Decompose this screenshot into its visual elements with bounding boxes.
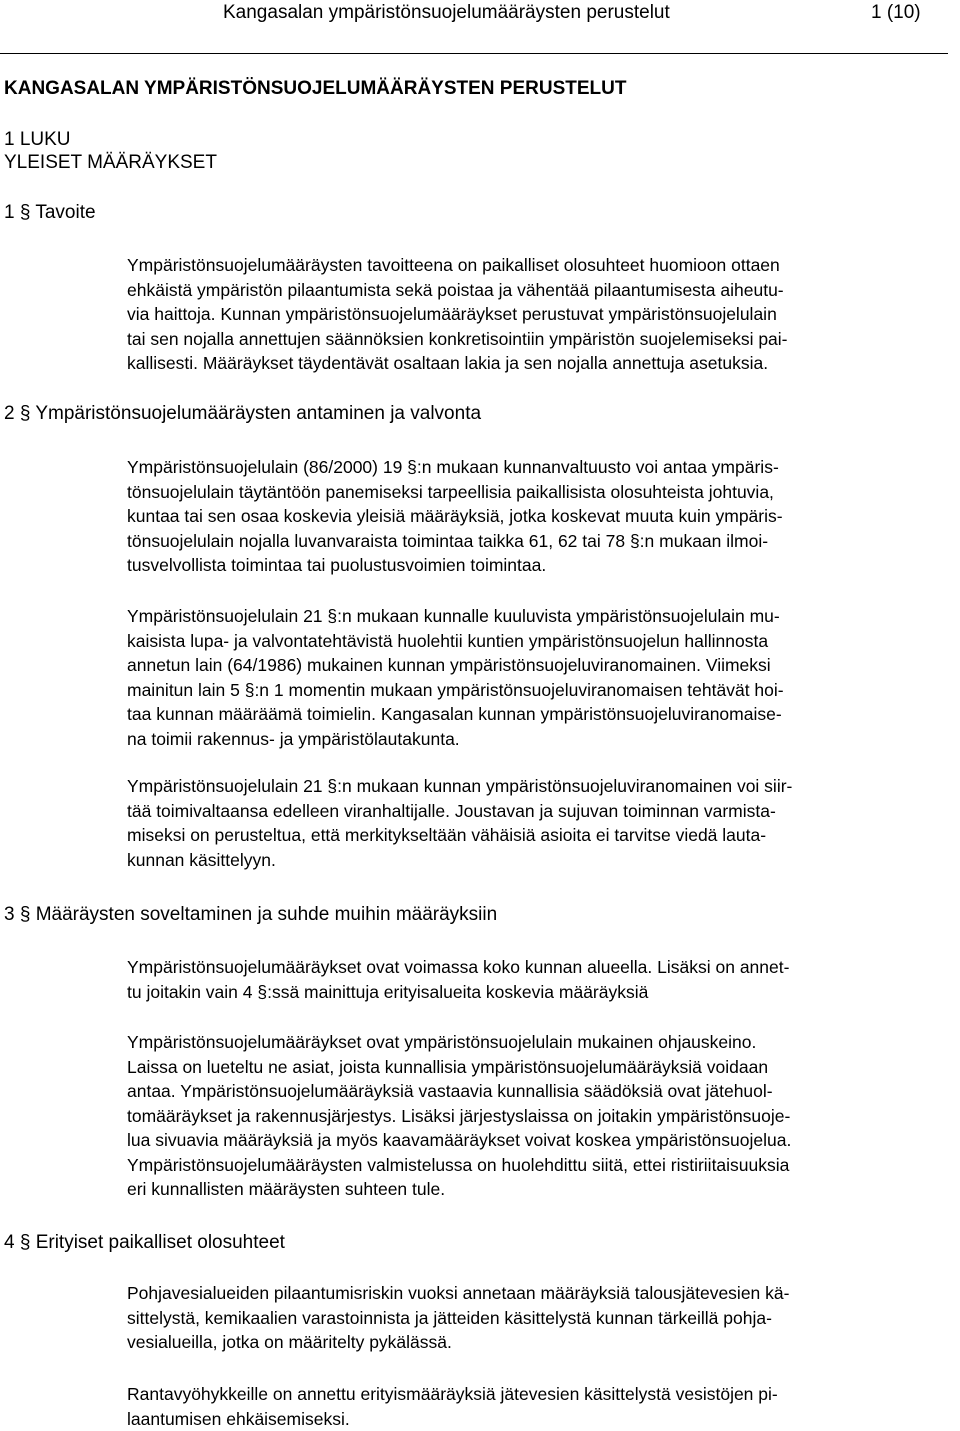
paragraph-line: tai sen nojalla annettujen säännöksien konkretisointiin ympäristön suojelemiseksi pai-	[127, 327, 954, 352]
paragraph	[127, 1382, 954, 1431]
page-number: 1 (10)	[871, 0, 921, 26]
paragraph-line: Rantavyöhykkeille on annettu erityismääräyksiä jätevesien käsittelystä vesistöjen pi-	[127, 1382, 954, 1407]
document-title: KANGASALAN YMPÄRISTÖNSUOJELUMÄÄRÄYSTEN PERUSTELUT	[4, 77, 626, 101]
paragraph-line: na toimii rakennus- ja ympäristölautakunta.	[127, 727, 954, 752]
paragraph-line: tää toimivaltaansa edelleen viranhaltijalle. Joustavan ja sujuvan toiminnan varmista-	[127, 799, 954, 824]
header-title: Kangasalan ympäristönsuojelumääräysten perustelut	[223, 0, 670, 26]
paragraph-line: kunnan käsittelyyn.	[127, 848, 954, 873]
paragraph-line: Ympäristönsuojelumääräysten tavoitteena on paikalliset olosuhteet huomioon ottaen	[127, 253, 954, 278]
paragraph	[127, 774, 954, 872]
paragraph-line: sittelystä, kemikaalien varastoinnista ja jätteiden käsittelystä kunnan tärkeillä pohja-	[127, 1306, 954, 1331]
paragraph-line: Laissa on lueteltu ne asiat, joista kunnallisia ympäristönsuojelumääräyksiä voidaan	[127, 1055, 954, 1080]
paragraph-line: taa kunnan määräämä toimielin. Kangasalan kunnan ympäristönsuojeluviranomaise-	[127, 702, 954, 727]
paragraph-line: miseksi on perusteltua, että merkitykseltään vähäisiä asioita ei tarvitse viedä lauta-	[127, 823, 954, 848]
paragraph	[127, 1281, 954, 1355]
paragraph-line: mainitun lain 5 §:n 1 momentin mukaan ympäristönsuojeluviranomaisen tehtävät hoi-	[127, 678, 954, 703]
paragraph-line: tu joitakin vain 4 §:ssä mainittuja erityisalueita koskevia määräyksiä	[127, 980, 954, 1005]
chapter-title: YLEISET MÄÄRÄYKSET	[4, 151, 217, 175]
paragraph-line: Ympäristönsuojelulain (86/2000) 19 §:n mukaan kunnanvaltuusto voi antaa ympäris-	[127, 455, 954, 480]
paragraph-line: Ympäristönsuojelumääräykset ovat voimassa koko kunnan alueella. Lisäksi on annet-	[127, 955, 954, 980]
paragraph	[127, 604, 954, 751]
paragraph-line: kuntaa tai sen osaa koskevia yleisiä määräyksiä, jotka koskevat muuta kuin ympäris-	[127, 504, 954, 529]
paragraph-line: Ympäristönsuojelulain 21 §:n mukaan kunnan ympäristönsuojeluviranomainen voi siir-	[127, 774, 954, 799]
paragraph	[127, 253, 954, 376]
paragraph-line: kaisista lupa- ja valvontatehtävistä huolehtii kuntien ympäristönsuojelun hallinnosta	[127, 629, 954, 654]
paragraph	[127, 955, 954, 1004]
header-rule	[0, 53, 948, 54]
paragraph-line: lua sivuavia määräyksiä ja myös kaavamääräykset voivat koskea ympäristönsuojelua.	[127, 1128, 954, 1153]
section-heading: 4 § Erityiset paikalliset olosuhteet	[4, 1231, 285, 1255]
paragraph-line: annetun lain (64/1986) mukainen kunnan ympäristönsuojeluviranomainen. Viimeksi	[127, 653, 954, 678]
paragraph-line: tusvelvollista toimintaa tai puolustusvoimien toimintaa.	[127, 553, 954, 578]
paragraph-line: kallisesti. Määräykset täydentävät osaltaan lakia ja sen nojalla annettuja asetuksia.	[127, 351, 954, 376]
paragraph-line: Pohjavesialueiden pilaantumisriskin vuoksi annetaan määräyksiä talousjätevesien kä-	[127, 1281, 954, 1306]
paragraph-line: Ympäristönsuojelumääräysten valmistelussa on huolehdittu siitä, ettei ristiriitaisuuksia	[127, 1153, 954, 1178]
paragraph-line: laantumisen ehkäisemiseksi.	[127, 1407, 954, 1431]
paragraph	[127, 1030, 954, 1202]
section-heading: 2 § Ympäristönsuojelumääräysten antaminen ja valvonta	[4, 402, 481, 426]
paragraph-line: tönsuojelulain täytäntöön panemiseksi tarpeellisia paikallisista olosuhteista johtuvia,	[127, 480, 954, 505]
paragraph-line: antaa. Ympäristönsuojelumääräyksiä vastaavia kunnallisia säädöksiä ovat jätehuol-	[127, 1079, 954, 1104]
paragraph-line: ehkäistä ympäristön pilaantumista sekä poistaa ja vähentää pilaantumisesta aiheutu-	[127, 278, 954, 303]
paragraph-line: via haittoja. Kunnan ympäristönsuojelumääräykset perustuvat ympäristönsuojelulain	[127, 302, 954, 327]
paragraph	[127, 455, 954, 578]
paragraph-line: vesialueilla, jotka on määritelty pykälässä.	[127, 1330, 954, 1355]
paragraph-line: tönsuojelulain nojalla luvanvaraista toimintaa taikka 61, 62 tai 78 §:n mukaan ilmoi-	[127, 529, 954, 554]
paragraph-line: tomääräykset ja rakennusjärjestys. Lisäksi järjestyslaissa on joitakin ympäristönsuoje-	[127, 1104, 954, 1129]
paragraph-line: eri kunnallisten määräysten suhteen tule.	[127, 1177, 954, 1202]
chapter-number: 1 LUKU	[4, 128, 71, 152]
paragraph-line: Ympäristönsuojelulain 21 §:n mukaan kunnalle kuuluvista ympäristönsuojelulain mu-	[127, 604, 954, 629]
section-heading: 1 § Tavoite	[4, 201, 96, 225]
running-header	[0, 0, 948, 30]
section-heading: 3 § Määräysten soveltaminen ja suhde muihin määräyksiin	[4, 903, 497, 927]
paragraph-line: Ympäristönsuojelumääräykset ovat ympäristönsuojelulain mukainen ohjauskeino.	[127, 1030, 954, 1055]
